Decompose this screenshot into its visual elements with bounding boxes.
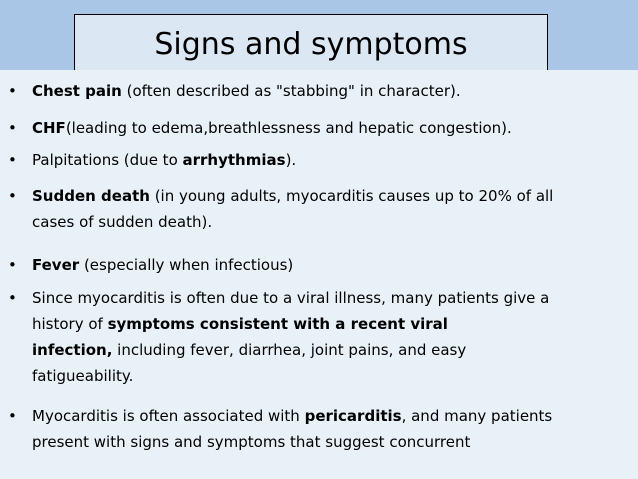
bullet-dot-icon: • <box>8 256 17 274</box>
bold-text: Sudden death <box>32 187 150 205</box>
text-segment: Palpitations (due to <box>32 151 183 169</box>
text-segment: including fever, diarrhea, joint pains, and easy <box>112 341 467 359</box>
bullet-line <box>32 115 512 141</box>
text-segment: fatigueability. <box>32 367 134 385</box>
bullet-line <box>32 363 133 389</box>
text-segment: (especially when infectious) <box>79 256 294 274</box>
bullet-line <box>32 311 448 337</box>
bullet-dot-icon: • <box>8 82 17 100</box>
text-segment: history of <box>32 315 108 333</box>
bold-text: CHF <box>32 119 66 137</box>
bullet-line <box>32 78 461 104</box>
text-segment: (in young adults, myocarditis causes up to 20% of all <box>149 187 554 205</box>
bullet-dot-icon: • <box>8 119 17 137</box>
bullet-dot-icon: • <box>8 407 17 425</box>
bullet-dot-icon: • <box>8 151 17 169</box>
content-area <box>0 70 638 479</box>
text-segment: (often described as "stabbing" in character). <box>121 82 461 100</box>
bold-text: Chest pain <box>32 82 122 100</box>
bold-text: arrhythmias <box>182 151 286 169</box>
bullet-line <box>32 147 296 173</box>
bullet-line <box>32 252 293 278</box>
text-segment: Myocarditis is often associated with <box>32 407 305 425</box>
text-segment: present with signs and symptoms that suggest concurrent <box>32 433 471 451</box>
bullet-line <box>32 429 470 455</box>
bold-text: symptoms consistent with a recent viral <box>107 315 448 333</box>
bullet-line <box>32 209 212 235</box>
text-segment: (leading to edema,breathlessness and hepatic congestion). <box>65 119 512 137</box>
bullet-line <box>32 337 466 363</box>
text-segment: , and many patients <box>401 407 553 425</box>
text-segment: Since myocarditis is often due to a viral illness, many patients give a <box>32 289 550 307</box>
bullet-line <box>32 183 553 209</box>
bold-text: Fever <box>32 256 80 274</box>
text-segment: cases of sudden death). <box>32 213 213 231</box>
slide-title: Signs and symptoms <box>154 27 468 62</box>
text-segment: ). <box>285 151 297 169</box>
bullet-line <box>32 403 552 429</box>
bold-text: infection, <box>32 341 113 359</box>
bullet-dot-icon: • <box>8 289 17 307</box>
bold-text: pericarditis <box>304 407 402 425</box>
bullet-line <box>32 285 549 311</box>
title-box <box>74 14 548 70</box>
bullet-dot-icon: • <box>8 187 17 205</box>
